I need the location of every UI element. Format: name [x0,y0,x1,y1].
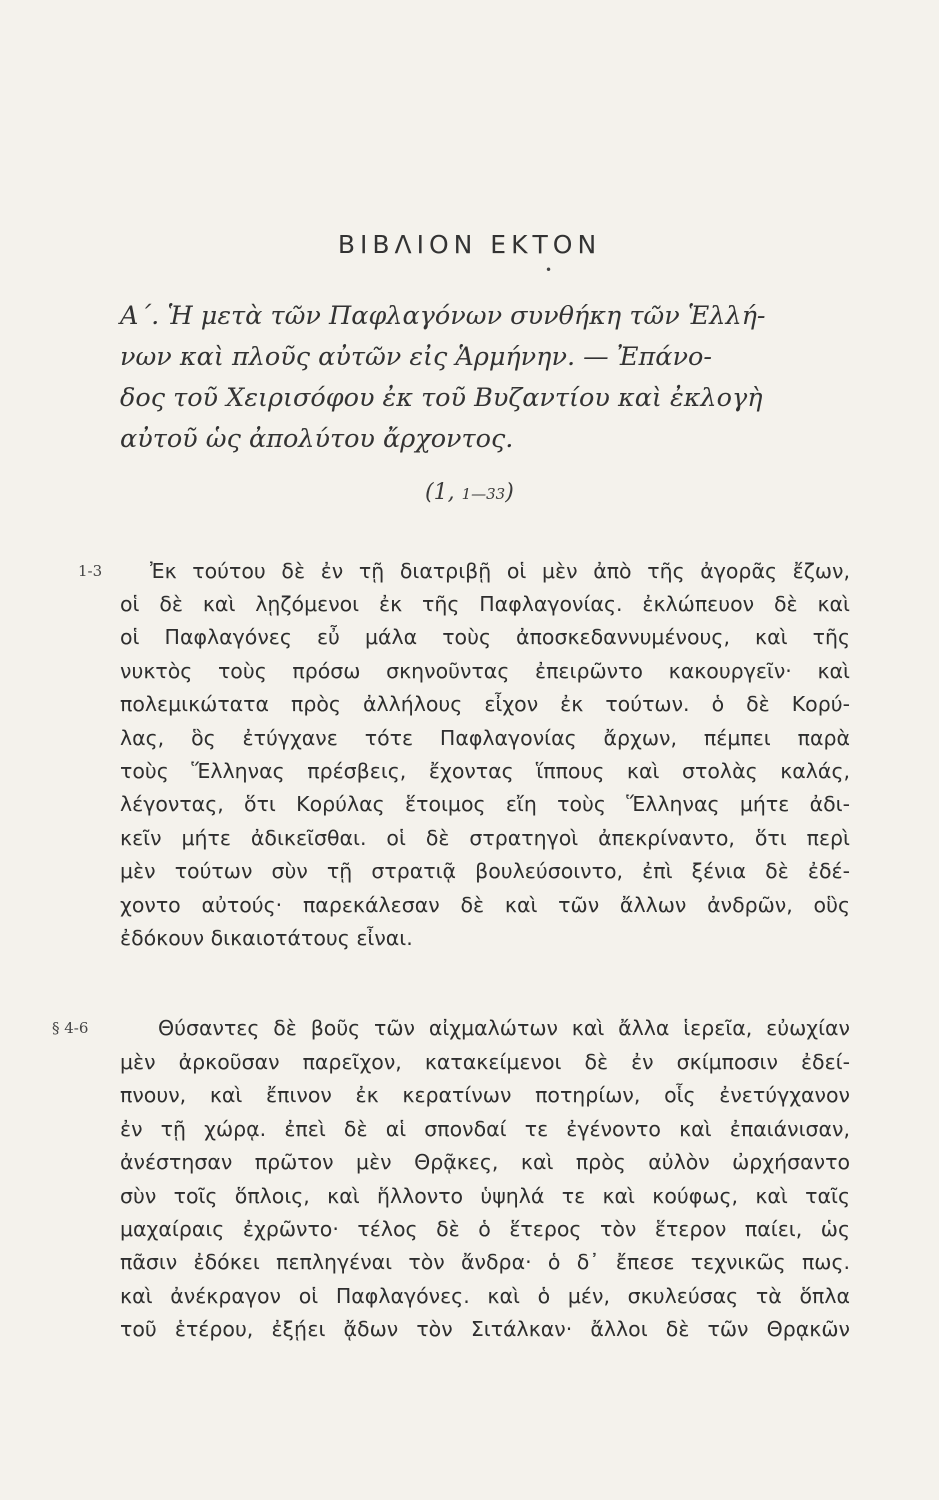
ornament-dot: • [545,263,553,277]
paragraph-2-first-line [158,1012,850,1045]
paragraph-2 [120,1046,850,1347]
text-line: τοῦ ἑτέρου, ἐξῄει ᾄδων τὸν Σιτάλκαν· ἄλλοι δὲ τῶν Θρᾳκῶν [120,1317,850,1342]
margin-reference-1: 1-3 [78,562,103,580]
text-line: χοντο αὐτούς· παρεκάλεσαν δὲ καὶ τῶν ἄλλων ἀνδρῶν, οὓς [120,892,850,917]
margin-reference-2: § 4-6 [52,1019,89,1037]
text-line: ἐδόκουν δικαιοτάτους εἶναι. [120,926,413,951]
text-line: οἱ δὲ καὶ λῃζόμενοι ἐκ τῆς Παφλαγονίας. ἐκλώπευον δὲ καὶ [120,592,850,616]
text-line: πνουν, καὶ ἔπινον ἐκ κερατίνων ποτηρίων, οἷς ἐνετύγχανον [120,1083,850,1108]
text-line: νυκτὸς τοὺς πρόσω σκηνοῦντας ἐπειρῶντο κακουργεῖν· καὶ [120,658,850,683]
text-line: σὺν τοῖς ὅπλοις, καὶ ἥλλοντο ὑψηλά τε καὶ κούφως, καὶ ταῖς [120,1183,850,1208]
text-line: μὲν ἀρκοῦσαν παρεῖχον, κατακείμενοι δὲ ἐν σκίμποσιν ἐδεί- [120,1050,850,1074]
paragraph-1-first-line [150,555,850,588]
text-line: οἱ Παφλαγόνες εὖ μάλα τοὺς ἀποσκεδαννυμένους, καὶ τῆς [120,625,850,650]
text-line: μὲν τούτων σὺν τῇ στρατιᾷ βουλεύσοιντο, ἐπὶ ξένια δὲ ἐδέ- [120,859,850,884]
text-line: ἐν τῇ χώρᾳ. ἐπεὶ δὲ αἱ σπονδαί τε ἐγένοντο καὶ ἐπαιάνισαν, [120,1116,850,1141]
text-line: πᾶσιν ἐδόκει πεπληγέναι τὸν ἄνδρα· ὁ δ᾽ ἔπεσε τεχνικῶς πως. [120,1250,850,1275]
text-line: Θύσαντες δὲ βοῦς τῶν αἰχμαλώτων καὶ ἄλλα ἱερεῖα, εὐωχίαν [158,1016,850,1040]
book-title: ΒΙΒΛΙΟΝ ΕΚΤΟΝ [337,230,602,259]
section-range-close: ) [505,480,514,505]
text-line: κεῖν μήτε ἀδικεῖσθαι. οἱ δὲ στρατηγοὶ ἀπεκρίναντο, ὅτι περὶ [120,825,850,850]
chapter-title-line: αὐτοῦ ὡς ἀπολύτου ἄρχοντος. [120,424,514,454]
chapter-title-line: δος τοῦ Χειρισόφου ἐκ τοῦ Βυζαντίου καὶ ἐκλογὴ [120,383,763,413]
paragraph-1 [120,588,850,955]
text-line: πολεμικώτατα πρὸς ἀλλήλους εἶχον ἐκ τούτων. ὁ δὲ Κορύ- [120,692,850,717]
text-line: Ἐκ τούτου δὲ ἐν τῇ διατριβῇ οἱ μὲν ἀπὸ τῆς ἀγορᾶς ἔζων, [150,559,850,583]
text-line: λας, ὃς ἐτύγχανε τότε Παφλαγονίας ἄρχων, πέμπει παρὰ [120,725,850,750]
text-line: μαχαίραις ἐχρῶντο· τέλος δὲ ὁ ἕτερος τὸν ἕτερον παίει, ὡς [120,1217,850,1242]
chapter-title-line: Α΄. Ἡ μετὰ τῶν Παφλαγόνων συνθήκη τῶν Ἑλλή- [120,301,766,331]
text-line: τοὺς Ἕλληνας πρέσβεις, ἔχοντας ἵππους καὶ στολὰς καλάς, [120,759,850,784]
text-line: λέγοντας, ὅτι Κορύλας ἕτοιμος εἴη τοὺς Ἕλληνας μήτε ἀδι- [120,792,850,817]
text-line: καὶ ἀνέκραγον οἱ Παφλαγόνες. καὶ ὁ μέν, σκυλεύσας τὰ ὅπλα [120,1283,850,1308]
section-range [425,480,514,505]
section-range-open: (1, [425,480,455,505]
text-line: ἀνέστησαν πρῶτον μὲν Θρᾷκες, καὶ πρὸς αὐλὸν ὠρχήσαντο [120,1150,850,1175]
chapter-title-line: νων καὶ πλοῦς αὐτῶν εἰς Ἁρμήνην. — Ἐπάνο- [120,342,712,372]
section-range-numbers: 1—33 [461,485,506,503]
chapter-title [120,296,860,460]
